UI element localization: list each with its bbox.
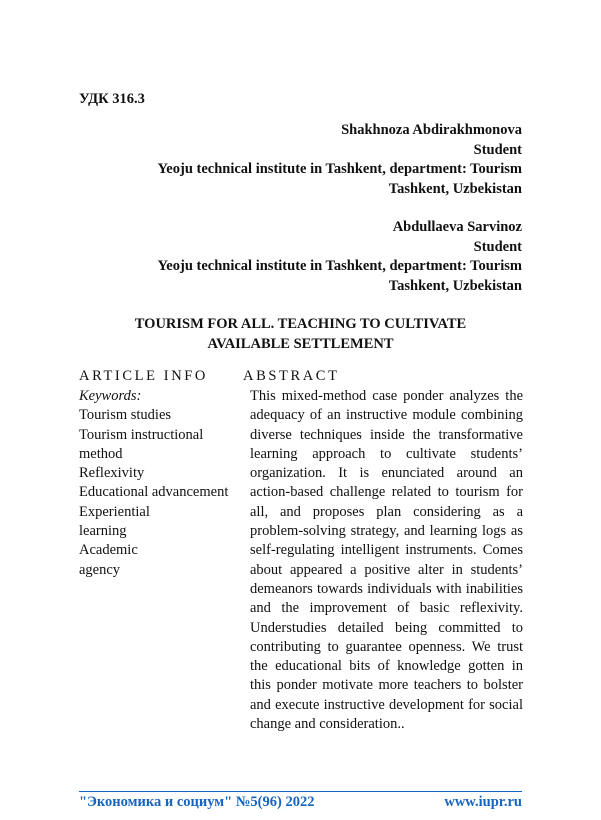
article-info-header: ARTICLE INFO	[79, 368, 209, 384]
author-name: Shakhnoza Abdirakhmonova	[341, 122, 522, 138]
keyword-item: learning	[79, 523, 127, 540]
udk-code: УДК 316.3	[79, 91, 145, 107]
author-role: Student	[473, 141, 522, 158]
author-role: Student	[473, 238, 522, 255]
journal-citation: "Экономика и социум" №5(96) 2022	[79, 794, 315, 810]
author-affiliation: Yeoju technical institute in Tashkent, department: Tourism	[157, 161, 522, 177]
title-line-1: TOURISM FOR ALL. TEACHING TO CULTIVATE	[134, 316, 467, 332]
keyword-item: Educational advancement	[79, 484, 229, 501]
title-line-2: AVAILABLE SETTLEMENT	[207, 335, 394, 352]
keyword-item: method	[79, 445, 123, 462]
author-location: Tashkent, Uzbekistan	[388, 277, 522, 294]
paper-title	[79, 315, 522, 354]
keyword-item: Academic	[79, 542, 138, 559]
abstract-text: This mixed-method case ponder analyzes the adequacy of an instructive module combining diverse techniques inside the transformative learning approach to cultivate students’ organization. It is enunciated around an action-based challenge related to tourism for all, and proposes plan considering as a problem-solving strategy, and learning logs as self-regulating intelligent instruments. Comes about appeared a positive alter in students’ demeanors towards individuals with inabilities and the improvement of basic reflexivity. Understudies detailed being committed to contributing to guarantee openness. We trust the educational bits of knowledge gotten in this ponder motivate more teachers to bolster and execute instructive development for social change and consideration..	[250, 388, 523, 733]
keyword-item: agency	[79, 561, 121, 578]
footer-divider	[79, 791, 522, 792]
keyword-item: Experiential	[79, 503, 150, 520]
author-name: Abdullaeva Sarvinoz	[392, 219, 522, 235]
author-block	[157, 218, 522, 296]
keywords-list	[79, 387, 228, 580]
keyword-item: Tourism studies	[79, 407, 172, 424]
author-location: Tashkent, Uzbekistan	[388, 180, 522, 197]
keyword-item: Tourism instructional	[79, 426, 204, 443]
author-block	[157, 121, 522, 199]
journal-website[interactable]: www.iupr.ru	[444, 794, 522, 810]
abstract-header: ABSTRACT	[243, 368, 340, 384]
author-list	[157, 121, 522, 315]
keyword-item: Reflexivity	[79, 465, 145, 482]
keywords-label: Keywords:	[79, 388, 142, 404]
author-affiliation: Yeoju technical institute in Tashkent, department: Tourism	[157, 258, 522, 274]
